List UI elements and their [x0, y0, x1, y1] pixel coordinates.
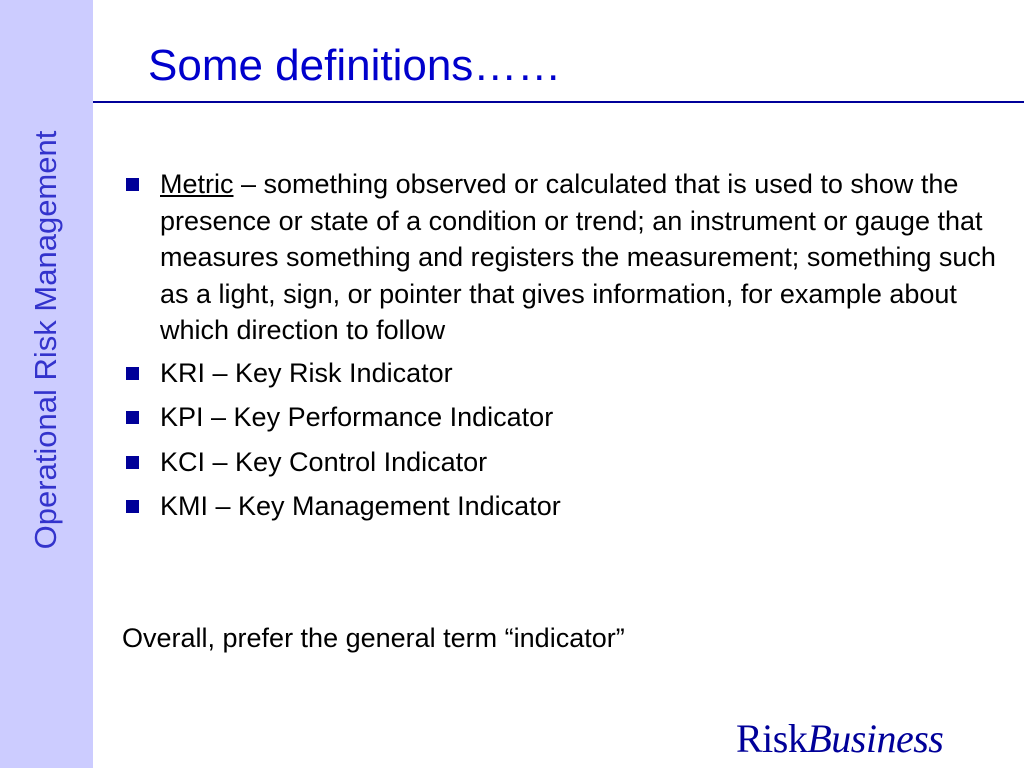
logo-text-risk: Risk: [736, 716, 808, 761]
bullet-item-metric: [124, 166, 1004, 349]
bullet-item-kmi: [124, 488, 1004, 525]
square-bullet-icon: [126, 411, 139, 424]
bullet-text: KPI – Key Performance Indicator: [160, 402, 554, 432]
bullet-item-kpi: [124, 399, 1004, 436]
bullet-text: KMI – Key Management Indicator: [160, 491, 561, 521]
riskbusiness-logo: [736, 714, 943, 764]
sidebar: [0, 0, 93, 768]
bullet-item-kri: [124, 355, 1004, 392]
bullet-text: KCI – Key Control Indicator: [160, 446, 488, 477]
bullet-text: KRI – Key Risk Indicator: [160, 357, 453, 388]
slide-title: Some definitions……: [148, 41, 562, 90]
title-divider: [93, 101, 1024, 103]
bullet-text: – something observed or calculated that is used to show the presence or state of a condition or trend; an instrument or gauge that measures something and registers the measurement; something such as a light, sign, or pointer that gives information, for example about which direction to follow: [160, 169, 996, 345]
square-bullet-icon: [126, 456, 139, 469]
closing-statement: Overall, prefer the general term “indicator”: [122, 623, 625, 653]
logo-text-business: Business: [807, 716, 944, 761]
sidebar-title: Operational Risk Management: [28, 130, 63, 550]
bullet-term: Metric: [160, 169, 234, 199]
square-bullet-icon: [126, 500, 139, 513]
square-bullet-icon: [126, 178, 139, 191]
square-bullet-icon: [126, 367, 139, 380]
bullet-list: [124, 166, 1004, 533]
bullet-item-kci: [124, 444, 1004, 481]
